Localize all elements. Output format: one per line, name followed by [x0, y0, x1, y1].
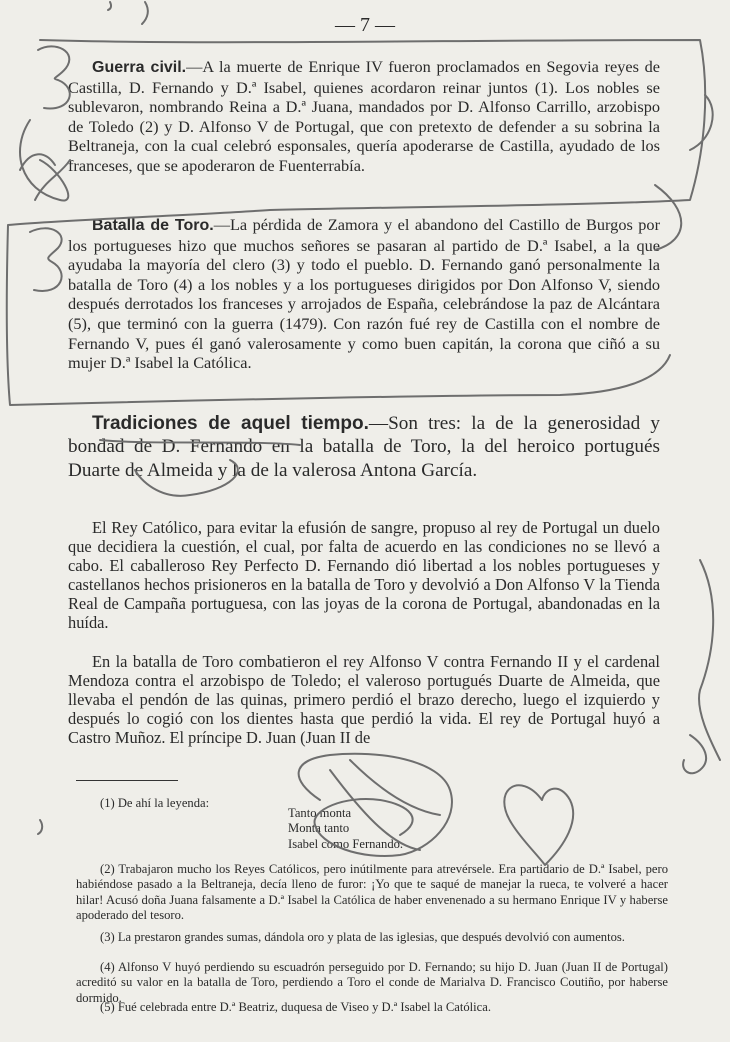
verse-line: Tanto monta	[288, 806, 352, 820]
pencil-curve-right-2	[655, 185, 681, 250]
pencil-hook-right	[683, 735, 706, 773]
pencil-mark-top	[142, 2, 148, 24]
footnote-3: (3) La prestaron grandes sumas, dándola oro y plata de las iglesias, que después devolvió con aumentos.	[100, 930, 625, 944]
footnote-1: (1) De ahí la leyenda:	[100, 796, 210, 810]
scribble-3-middle	[30, 228, 62, 291]
heart-right	[504, 785, 573, 865]
text-batalla-de-toro: —La pérdida de Zamora y el abandono del Castillo de Burgos por los portugueses hizo que muchos señores se pasaran al partido de D.ª Isabel, a la que ayudaba la mayoría del clero (3) y todo el pueblo. D. Fernando ganó personalmente la batalla de Toro (4) a los nobles y a los portugueses dirigidos por Don Alfonso V, siendo después derrotados los franceses y arrojados de España, celebrándose la paz de Alcántara (5), que terminó con la guerra (1479). Con razón fué rey de Castilla con el nombre de Fernando V, pues él ganó valerosamente y como buen capitán, la corona que ciñó a su mujer D.ª Isabel la Católica.	[68, 215, 660, 373]
scribble-3-top	[38, 46, 70, 108]
paragraph-rey-catolico: El Rey Católico, para evitar la efusión de sangre, propuso al rey de Portugal un duelo que decidiera la cuestión, el cual, por falta de acuerdo en las condiciones no se llevó a cabo. El caballeroso Rey Perfecto D. Fernando dió libertad a los nobles portugueses y castellanos hechos prisioneros en la batalla de Toro y devolvió a Don Alfonso V la Tienda Real de Campaña portuguesa, con las joyas de la corona de Portugal, abandonadas en la huída.	[68, 518, 660, 633]
text-tradiciones: —Son tres: la de la generosidad y bondad de D. Fernando en la batalla de Toro, la del heroico portugués Duarte de Almeida y la de la valerosa Antona García.	[68, 413, 660, 481]
heading-guerra-civil: Guerra civil.	[92, 59, 187, 76]
verse-line: Isabel como Fernando.	[288, 836, 404, 851]
bracket-box-toro	[7, 210, 670, 405]
footnote-5: (5) Fué celebrada entre D.ª Beatriz, duquesa de Viseo y D.ª Isabel la Católica.	[100, 1000, 491, 1014]
scribble-ball	[299, 754, 452, 856]
heading-batalla-de-toro: Batalla de Toro.	[92, 217, 214, 234]
text-guerra-civil: —A la muerte de Enrique IV fueron proclamados en Segovia reyes de Castilla, D. Fernando y D.ª Isabel, quienes acordaron reinar juntos (1). Los nobles se sublevaron, nombrando Reina a D.ª Juana, mandados por D. Alfonso Carrillo, arzobispo de Toledo (2) y D. Alfonso V de Portugal, que con pretexto de defender a su sobrina la Beltraneja, con la cual celebró esponsales, quería apoderarse de Castilla, ayudado de los franceses, que se apoderaron de Fuenterrabía.	[68, 57, 661, 175]
pencil-curve-margin	[699, 560, 720, 760]
pencil-mark-top-left	[108, 2, 111, 10]
pencil-mark-bottom	[38, 820, 42, 834]
footnote-2: (2) Trabajaron mucho los Reyes Católicos, pero inútilmente para atrevérsele. Era partidario de D.ª Isabel, pero habiéndose pasado a la Beltraneja, decía lleno de furor: ¡Yo que te saqué de manejar la rueca, te volveré a hacer hilar! Acusó doña Juana falsamente a D.ª Isabel la Católica de haber envenenado a su hermano Enrique IV y haberse apoderado del tesoro.	[76, 862, 668, 923]
underline-tradiciones	[100, 440, 300, 445]
footnote-4: (4) Alfonso V huyó perdiendo su escuadrón perseguido por D. Fernando; su hijo D. Juan (Juan II de Portugal) acreditó su valor en la batalla de Toro, perdiendo a Toro el conde de Marialva D. Francisco Coutiño, por haberse dormido.	[76, 960, 668, 1005]
arc-tradiciones-left	[135, 460, 238, 496]
heading-tradiciones: Tradiciones de aquel tiempo.	[92, 413, 369, 434]
verse-line: Monta tanto	[288, 821, 350, 836]
pencil-curve-right	[690, 95, 713, 150]
page-number: — 7 —	[335, 14, 395, 36]
bracket-box-guerra	[40, 40, 705, 210]
paragraph-batalla-toro-detail: En la batalla de Toro combatieron el rey Alfonso V contra Fernando II y el cardenal Mendoza contra el arzobispo de Toledo; el valeroso portugués Duarte de Almeida, que llevaba el pendón de las quinas, primero perdió el brazo derecho, luego el izquierdo y después lo cogió con los dientes hasta que perdió la vida. El rey de Portugal huyó a Castro Muñoz. El príncipe D. Juan (Juan II de	[68, 652, 660, 748]
